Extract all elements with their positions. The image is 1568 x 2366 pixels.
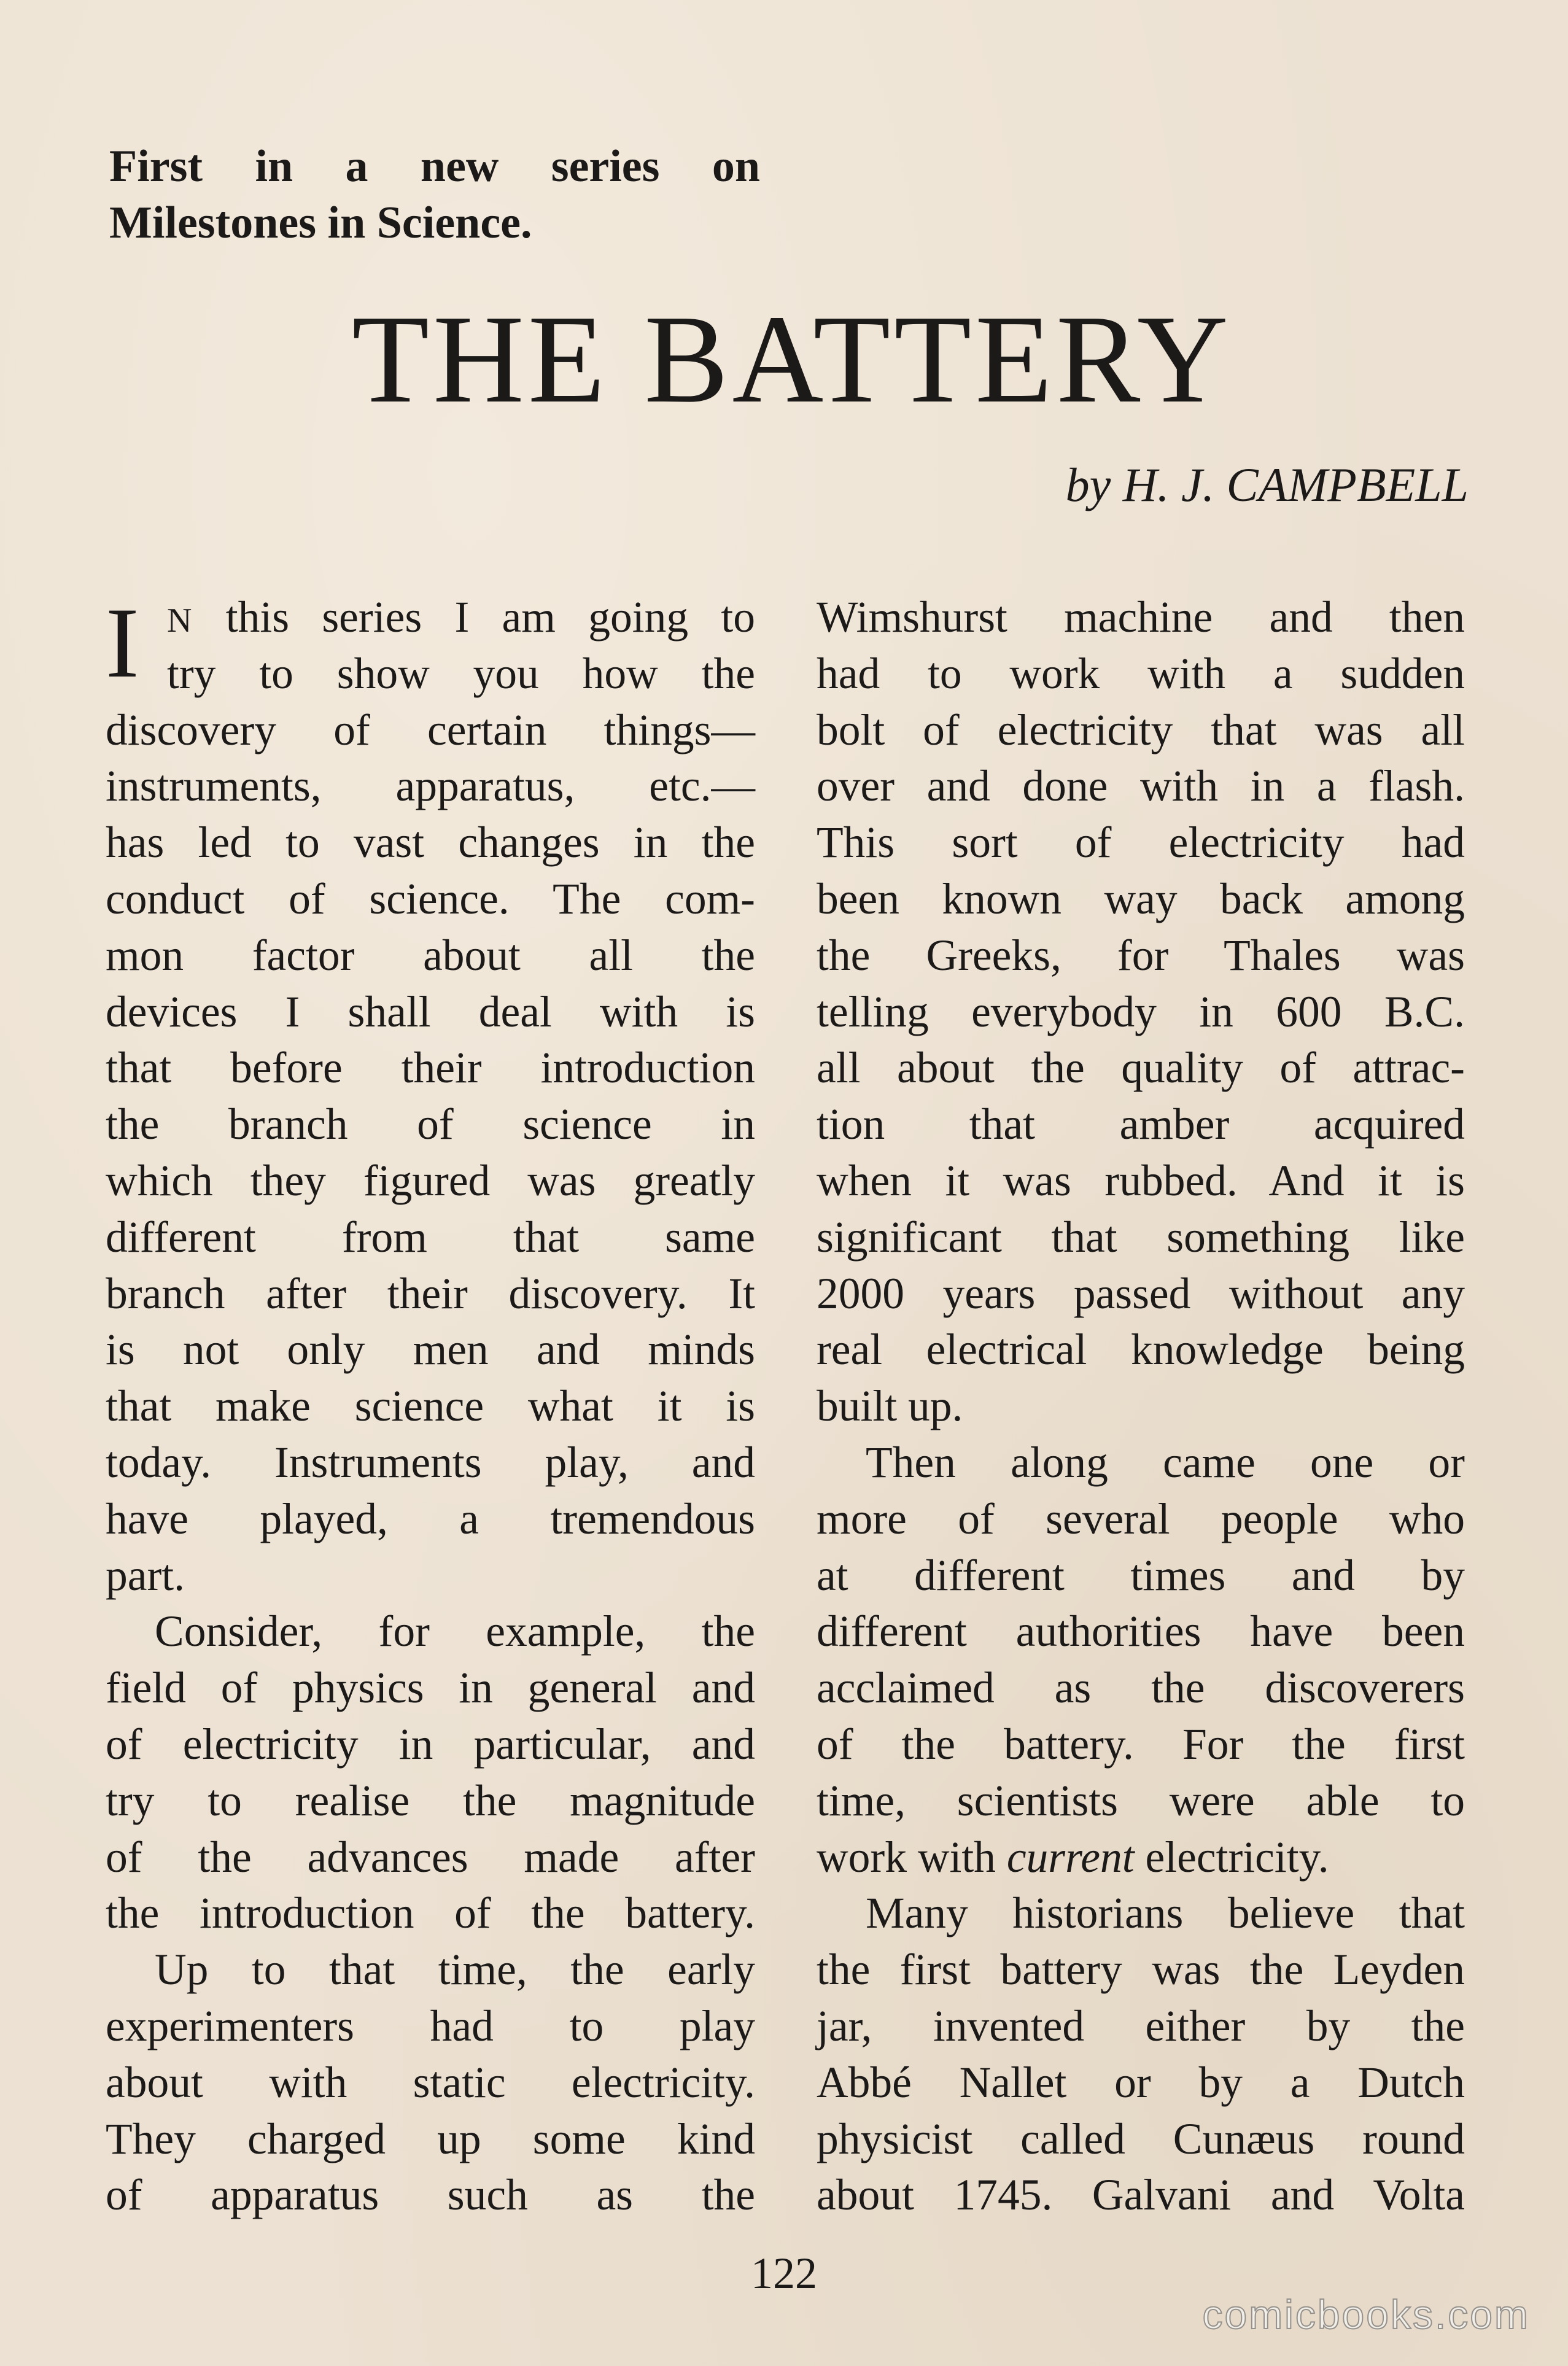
text-line: been known way back among — [817, 874, 1465, 923]
text-line: experimenters had to play — [106, 2001, 755, 2050]
text-line: try to show you how the — [167, 649, 755, 698]
text-line: acclaimed as the discoverers — [817, 1664, 1465, 1713]
text-line-content: electricity. — [1134, 1833, 1329, 1882]
text-line — [817, 1829, 1465, 1886]
series-intro-line-1: First in a new series on — [109, 141, 760, 192]
text-line: the Greeks, for Thales was — [817, 931, 1465, 980]
text-line: physicist called Cunæus round — [817, 2114, 1465, 2163]
text-line: different from that same — [106, 1212, 755, 1262]
text-line: at different times and by — [817, 1551, 1465, 1600]
left-column — [106, 589, 755, 2224]
text-line: bolt of electricity that was all — [817, 705, 1465, 754]
text-line: field of physics in general and — [106, 1664, 755, 1713]
text-line: conduct of science. The com- — [106, 874, 755, 923]
text-line: about 1745. Galvani and Volta — [817, 2171, 1465, 2220]
text-line: the first battery was the Leyden — [817, 1945, 1465, 1995]
text-line: over and done with in a flash. — [817, 762, 1465, 811]
text-line: when it was rubbed. And it is — [817, 1156, 1465, 1205]
text-line: part. — [106, 1551, 185, 1600]
text-line: which they figured was greatly — [106, 1156, 755, 1205]
small-cap-letter: N — [167, 602, 193, 640]
text-line: the branch of science in — [106, 1100, 755, 1149]
text-line: devices I shall deal with is — [106, 987, 755, 1036]
text-line — [106, 589, 755, 646]
text-line: Many historians believe that — [866, 1889, 1465, 1938]
text-line: built up. — [817, 1382, 963, 1431]
text-line-content: this series I am going to — [193, 593, 755, 642]
text-line: jar, invented either by the — [817, 2001, 1465, 2050]
text-line: has led to vast changes in the — [106, 818, 755, 867]
text-line: the introduction of the battery. — [106, 1889, 755, 1938]
text-line: have played, a tremendous — [106, 1494, 755, 1543]
text-line: Abbé Nallet or by a Dutch — [817, 2058, 1465, 2107]
text-line: discovery of certain things— — [106, 705, 755, 754]
text-line: different authorities have been — [817, 1607, 1465, 1656]
text-line: Wimshurst machine and then — [817, 593, 1465, 642]
drop-cap: I — [106, 588, 139, 699]
text-line: They charged up some kind — [106, 2114, 755, 2163]
text-line: of apparatus such as the — [106, 2171, 755, 2220]
article-title: THE BATTERY — [352, 289, 1232, 429]
text-line: of electricity in particular, and — [106, 1720, 755, 1769]
site-watermark: comicbooks.com — [1202, 2292, 1530, 2337]
text-line: This sort of electricity had — [817, 818, 1465, 867]
text-line: mon factor about all the — [106, 931, 755, 980]
text-line: Up to that time, the early — [155, 1945, 755, 1995]
text-line: instruments, apparatus, etc.— — [106, 762, 755, 811]
text-line: time, scientists were able to — [817, 1776, 1465, 1825]
text-line: more of several people who — [817, 1494, 1465, 1543]
text-line: is not only men and minds — [106, 1325, 755, 1375]
text-line: significant that something like — [817, 1212, 1465, 1262]
text-line: real electrical knowledge being — [817, 1325, 1465, 1375]
series-intro-line-2: Milestones in Science. — [109, 198, 532, 248]
text-line: branch after their discovery. It — [106, 1269, 755, 1318]
text-line: had to work with a sudden — [817, 649, 1465, 698]
text-line: today. Instruments play, and — [106, 1438, 755, 1487]
text-line: Then along came one or — [866, 1438, 1465, 1487]
text-line: all about the quality of attrac- — [817, 1044, 1465, 1093]
text-line: try to realise the magnitude — [106, 1776, 755, 1825]
article-byline: by H. J. CAMPBELL — [1065, 458, 1469, 511]
text-line: about with static electricity. — [106, 2058, 755, 2107]
text-line: tion that amber acquired — [817, 1100, 1465, 1149]
page-number: 122 — [751, 2249, 817, 2298]
text-line: Consider, for example, the — [155, 1607, 755, 1656]
text-line: of the battery. For the first — [817, 1720, 1465, 1769]
text-line: that before their introduction — [106, 1044, 755, 1093]
text-line-content: work with — [817, 1833, 1007, 1882]
italic-emphasis: current — [1006, 1833, 1135, 1882]
text-line: telling everybody in 600 B.C. — [817, 987, 1465, 1036]
text-line: 2000 years passed without any — [817, 1269, 1465, 1318]
right-column — [817, 589, 1465, 2224]
text-line: that make science what it is — [106, 1382, 755, 1431]
text-line: of the advances made after — [106, 1833, 755, 1882]
